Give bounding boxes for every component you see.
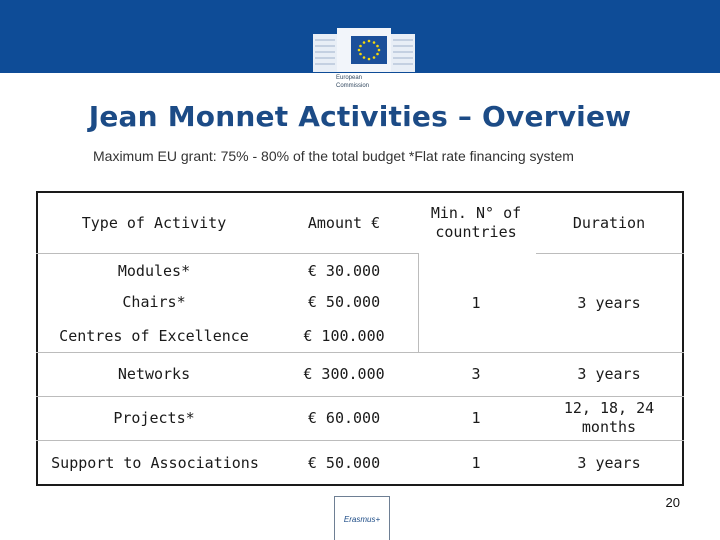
page-number: 20: [665, 495, 680, 510]
header-amount: Amount €: [307, 213, 381, 232]
table-cell-type: Projects*: [113, 408, 195, 427]
subtitle: Maximum EU grant: 75% - 80% of the total budget *Flat rate financing system: [93, 148, 574, 164]
table-cell-countries: 3: [471, 364, 481, 383]
table-cell-duration: 3 years: [577, 364, 641, 383]
row-separator: [536, 253, 684, 254]
table-cell-amount: € 50.000: [307, 292, 381, 311]
row-separator: [36, 352, 684, 353]
table-cell-type: Chairs*: [122, 292, 186, 311]
table-cell-amount: € 50.000: [307, 453, 381, 472]
table-cell-duration: 12, 18, 24 months: [563, 399, 655, 436]
table-cell-amount: € 30.000: [307, 261, 381, 280]
logo-text: European Commission: [336, 75, 370, 89]
table-cell-duration: 3 years: [577, 293, 641, 312]
table-cell-type: Support to Associations: [51, 453, 259, 472]
erasmus-label: Erasmus+: [343, 515, 381, 524]
table-cell-amount: € 60.000: [307, 408, 381, 427]
header-type: Type of Activity: [81, 213, 227, 232]
page-title: Jean Monnet Activities – Overview: [88, 100, 632, 133]
table-cell-duration: 3 years: [577, 453, 641, 472]
table-cell-type: Centres of Excellence: [59, 326, 249, 345]
header-countries: Min. N° of countries: [430, 204, 522, 241]
table-cell-type: Modules*: [117, 261, 191, 280]
table-cell-countries: 1: [471, 408, 481, 427]
row-separator: [36, 440, 684, 441]
table-cell-countries: 1: [471, 453, 481, 472]
row-separator: [36, 253, 418, 254]
header-duration: Duration: [572, 213, 646, 232]
table-cell-amount: € 300.000: [303, 364, 385, 383]
table-cell-amount: € 100.000: [303, 326, 385, 345]
table-cell-type: Networks: [117, 364, 191, 383]
erasmus-plus-logo: [334, 496, 390, 540]
row-separator: [36, 396, 684, 397]
table-cell-countries: 1: [471, 293, 481, 312]
